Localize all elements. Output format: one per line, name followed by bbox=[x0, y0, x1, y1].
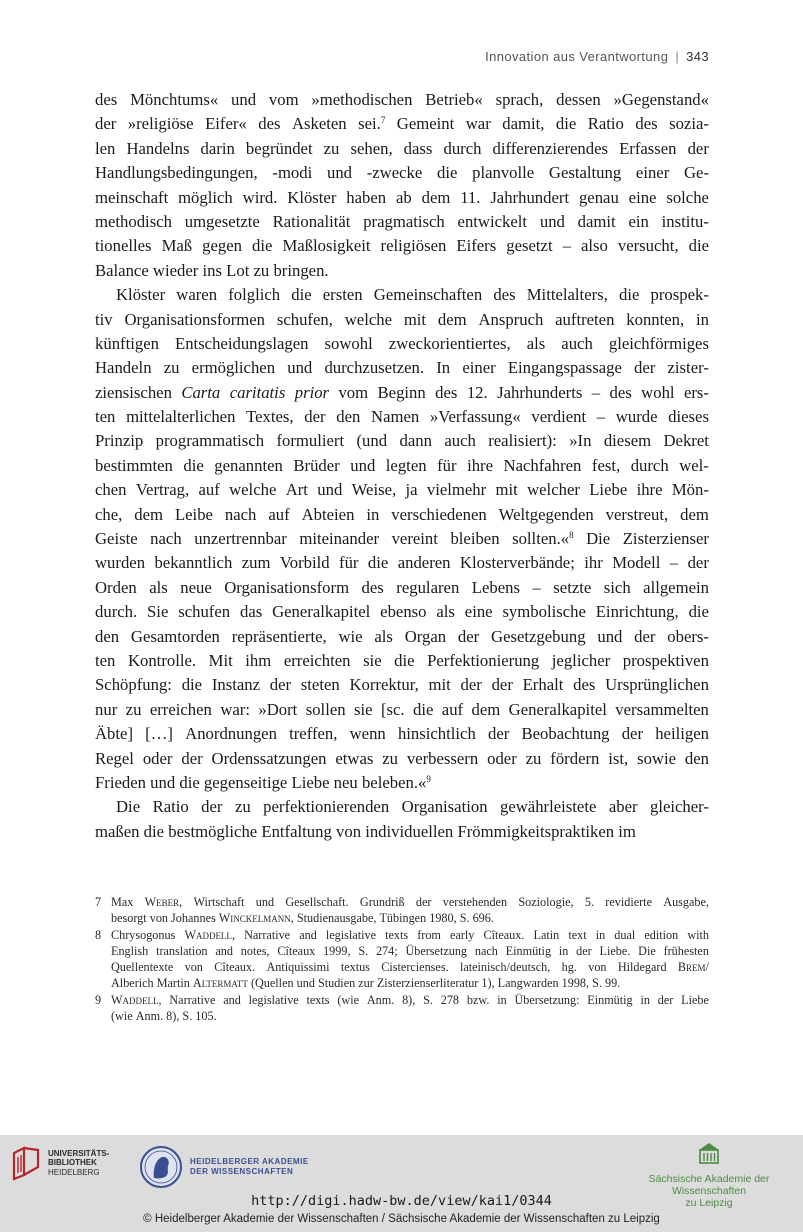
text-line: Frieden und die gegenseitige Liebe neu beleben.«$^9$ bbox=[95, 772, 431, 792]
text-line: tionelles Maß gegen die Maßlosigkeit religiösen Eifers gesetzt – also versucht, die bbox=[95, 236, 709, 256]
footnote-line: English translation and notes, Cîteaux 1999, S. 274; Übersetzung nach Einmütig in der Liebe. Die frühesten bbox=[111, 943, 709, 958]
footnote-line: Waddell, Narrative and legislative texts (wie Anm. 8), S. 278 bzw. in Übersetzung: Einmütig in der Liebe bbox=[111, 992, 709, 1007]
text-line: ten Kontrolle. Mit ihm erreichten sie die Perfektionierung jeglicher prospektiven bbox=[95, 650, 709, 670]
text-line: Handeln zu ermöglichen und durchzusetzen. In einer Eingangspassage der zister- bbox=[95, 358, 709, 378]
footnote-line: Max Weber, Wirtschaft und Gesellschaft. Grundriß der verstehenden Soziologie, 5. revidierte Ausgabe, bbox=[111, 895, 709, 909]
running-header bbox=[485, 49, 709, 64]
footnote-line: Chrysogonus Waddell, Narrative and legislative texts from early Cîteaux. Latin text in dual edition with bbox=[111, 927, 709, 942]
text-line: chen Vertrag, auf welche Art und Weise, ja vielmehr mit welcher Liebe ihre Mön- bbox=[95, 480, 709, 500]
hadw-logo[interactable] bbox=[140, 1144, 309, 1190]
text-line: ten mittelalterlichen Textes, der den Namen »Verfassung« verdient – wurde dieses bbox=[95, 407, 709, 427]
text-line: Klöster waren folglich die ersten Gemeinschaften des Mittelalters, die prospek- bbox=[116, 285, 709, 305]
footnote bbox=[95, 894, 709, 927]
text-line: bestimmten die genannten Brüder und legten für ihre Nachfahren fest, durch wel- bbox=[95, 455, 709, 475]
text-line: maßen die bestmögliche Entfaltung von individuellen Frömmigkeitspraktiken im bbox=[95, 821, 636, 841]
text-line: des Mönchtums« und vom »methodischen Betrieb« sprach, dessen »Gegenstand« bbox=[95, 90, 709, 109]
text-line: künftigen Entscheidungslagen sowohl zweckorientiertes, als auch gleichförmiges bbox=[95, 333, 709, 353]
footnote-number: 8 bbox=[95, 927, 102, 942]
footnote-line: besorgt von Johannes Winckelmann, Studienausgabe, Tübingen 1980, S. 696. bbox=[111, 911, 494, 926]
hadw-medallion-icon bbox=[140, 1144, 182, 1190]
text-line: che, dem Leibe nach auf Abteien in verschiedenen Weltgegenden verstreut, dem bbox=[95, 504, 709, 524]
text-line: tiv Organisationsformen schufen, welche mit dem Anspruch auftreten konnten, in bbox=[95, 309, 709, 329]
text-line: Orden als neue Organisationsform des regularen Lebens – setzte sich allgemein bbox=[95, 577, 709, 597]
header-separator: | bbox=[675, 49, 680, 64]
hadw-logo-line1: HEIDELBERGER AKADEMIE bbox=[190, 1157, 309, 1166]
text-line: den Gesamtorden repräsentierte, wie als Organ der Gesetzgebung und der obers- bbox=[95, 626, 709, 646]
text-line: Äbte] […] Anordnungen treffen, wenn hinsichtlich der Beobachtung der heiligen bbox=[95, 724, 709, 744]
footnote-line: Quellentexte von Cîteaux. Antiquissimi textus Cistercienses. lateinisch/deutsch, hg. von Hildegard Brem/ bbox=[111, 960, 709, 975]
text-line: wurden bekanntlich zum Vorbild für die anderen Klosterverbände; ihr Modell – der bbox=[95, 553, 709, 573]
footnotes bbox=[95, 894, 709, 1024]
ub-logo-line2: BIBLIOTHEK bbox=[48, 1158, 97, 1168]
saw-logo-line2: zu Leipzig bbox=[685, 1197, 733, 1209]
text-line: methodisch umgesetzte Rationalität pragmatisch entwickelt und damit ein institu- bbox=[95, 211, 709, 231]
text-line: Geiste nach unzertrennbar miteinander vereint bleiben sollten.«$^8$ Die Zisterzienser bbox=[95, 529, 709, 549]
copyright-notice: © Heidelberger Akademie der Wissenschaften / Sächsische Akademie der Wissenschaften zu Leipzig bbox=[143, 1213, 660, 1225]
text-line: nur zu erreichen war: »Dort sollen sie [sc. die auf dem Generalkapitel versammelten bbox=[95, 699, 709, 719]
text-line: ziensischen Carta caritatis prior vom Beginn des 12. Jahrhunderts – des wohl ers- bbox=[95, 382, 709, 402]
saw-building-icon bbox=[698, 1141, 720, 1165]
footnote-line: (wie Anm. 8), S. 105. bbox=[111, 1009, 217, 1024]
text-line: Schöpfung: die Instanz der steten Korrektur, mit der der Erhalt des Ursprünglichen bbox=[95, 675, 709, 695]
text-line: Die Ratio der zu perfektionierenden Organisation gewährleistete aber gleicher- bbox=[116, 797, 709, 817]
ub-heidelberg-logo[interactable] bbox=[10, 1145, 109, 1181]
text-line: Regel oder der Ordenssatzungen etwas zu verbessern oder zu fördern ist, sowie den bbox=[95, 748, 709, 768]
ub-heidelberg-emblem-icon bbox=[10, 1145, 42, 1181]
footnote-number: 7 bbox=[95, 895, 102, 909]
text-line: Prinzip programmatisch formuliert (und dann auch realisiert): »In diesem Dekret bbox=[95, 431, 709, 451]
text-line: Handlungsbedingungen, -modi und -zwecke die planvolle Gestaltung einer Ge- bbox=[95, 163, 709, 183]
footnote-line: Alberich Martin Altermatt (Quellen und Studien zur Zisterzienserliteratur 1), Langwarden 1998, S. 99. bbox=[111, 976, 621, 991]
page-number: 343 bbox=[686, 49, 709, 64]
ub-logo-line1: UNIVERSITÄTS- bbox=[48, 1148, 110, 1158]
text-line: meinschaft möglich wird. Klöster haben ab dem 11. Jahrhundert genau eine solche bbox=[95, 187, 709, 207]
text-line: Balance wieder ins Lot zu bringen. bbox=[95, 260, 329, 280]
main-text bbox=[95, 88, 709, 844]
text-line: len Handelns darin begründet zu sehen, dass durch differenzierendes Erfassen der bbox=[95, 138, 709, 158]
footnote bbox=[95, 927, 709, 992]
text-line: durch. Sie schufen das Generalkapitel ebenso als eine symbolische Einrichtung, die bbox=[95, 602, 709, 622]
hadw-logo-line2: DER WISSENSCHAFTEN bbox=[190, 1167, 294, 1176]
footnote-number: 9 bbox=[95, 992, 102, 1007]
permalink-url[interactable]: http://digi.hadw-bw.de/view/kai1/0344 bbox=[251, 1193, 552, 1209]
footnote bbox=[95, 992, 709, 1025]
ub-logo-line3: HEIDELBERG bbox=[48, 1167, 100, 1177]
running-title: Innovation aus Verantwortung bbox=[485, 49, 669, 64]
saw-logo-line1: Sächsische Akademie der Wissenschaften bbox=[648, 1173, 770, 1197]
text-line: der »religiöse Eifer« des Asketen sei.$^7$ Gemeint war damit, die Ratio des sozia- bbox=[95, 114, 709, 134]
